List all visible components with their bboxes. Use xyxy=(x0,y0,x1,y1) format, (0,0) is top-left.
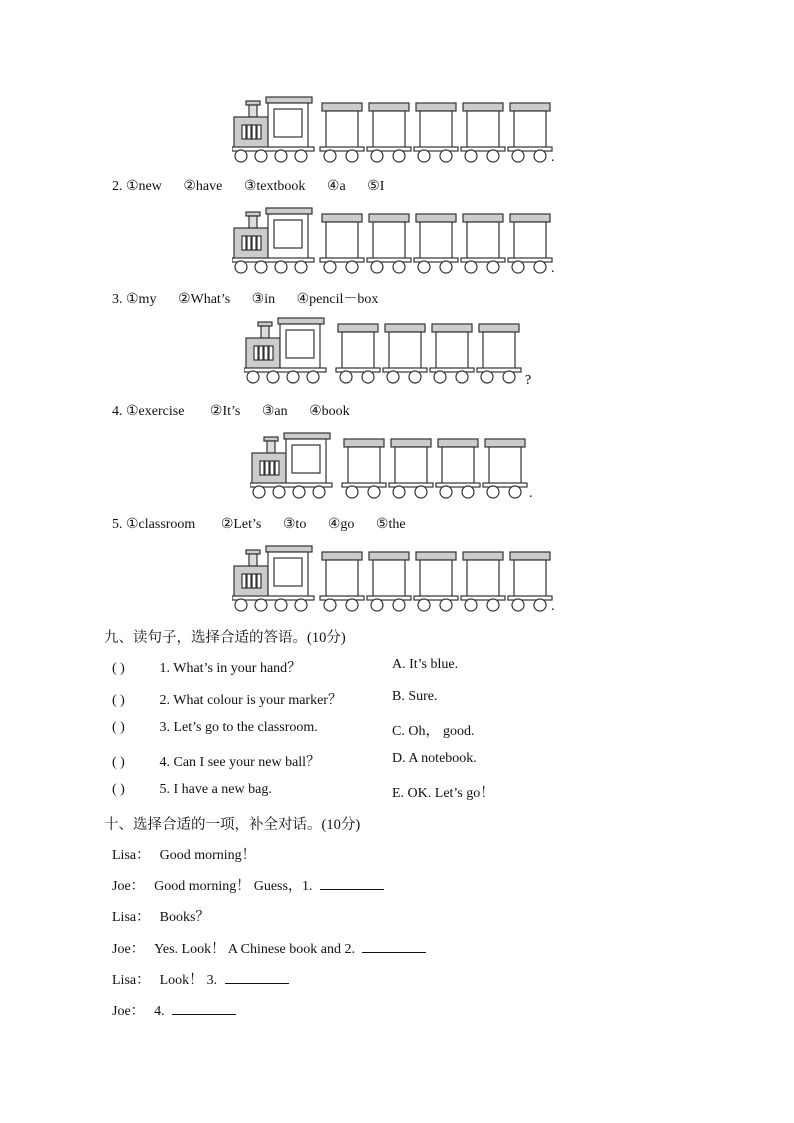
dialogue-line xyxy=(112,938,426,958)
speaker: Joe： xyxy=(112,879,145,894)
answer-paren[interactable]: ( ) xyxy=(112,755,125,770)
word-choice: ①my xyxy=(126,292,157,307)
word-choice: ②What’s xyxy=(177,292,231,307)
question-text: 5. I have a new bag. xyxy=(159,782,272,797)
answer-option: D. A notebook. xyxy=(392,751,477,766)
train-wheels xyxy=(235,150,546,162)
order-item-3 xyxy=(112,288,378,308)
word-choice: ②have xyxy=(183,179,223,194)
train-end-mark: ? xyxy=(525,373,532,388)
question-text: 1. What’s in your hand？ xyxy=(159,661,302,676)
question-text: 3. Let’s go to the classroom. xyxy=(159,720,318,735)
word-choice: ④book xyxy=(309,404,350,419)
dialogue-line xyxy=(112,875,384,895)
word-choice: ④a xyxy=(326,179,346,194)
question-text: 2. What colour is your marker？ xyxy=(159,693,342,708)
answer-paren[interactable]: ( ) xyxy=(112,661,125,676)
dialogue-line xyxy=(112,1000,236,1020)
train-diagram xyxy=(244,316,544,388)
train-end-mark: . xyxy=(551,261,555,276)
word-choice: ⑤I xyxy=(367,179,385,194)
section9-title: 九、读句子，选择合适的答语。(10分) xyxy=(104,630,346,646)
question-row xyxy=(112,720,318,736)
speaker: Lisa： xyxy=(112,973,151,988)
item-number: 4. xyxy=(112,404,123,419)
train-diagram xyxy=(232,544,562,614)
item-number: 5. xyxy=(112,517,123,532)
answer-option: B. Sure. xyxy=(392,689,438,704)
speaker: Joe： xyxy=(112,942,145,957)
train-cars xyxy=(320,552,552,600)
train-diagram xyxy=(232,95,562,165)
answer-option: C. Oh， good. xyxy=(392,724,475,739)
train-end-mark: . xyxy=(529,486,533,501)
word-choice: ③in xyxy=(251,292,276,307)
train-wheels xyxy=(235,261,546,273)
word-choice: ⑤the xyxy=(375,517,406,532)
word-choice: ③an xyxy=(261,404,288,419)
question-row xyxy=(112,657,301,677)
train-cars xyxy=(320,103,552,151)
answer-blank[interactable] xyxy=(320,875,384,890)
question-row xyxy=(112,782,272,798)
dialogue-text: Good morning！ xyxy=(159,848,256,863)
word-choice: ②It’s xyxy=(209,404,241,419)
train-engine xyxy=(232,546,314,600)
answer-paren[interactable]: ( ) xyxy=(112,693,125,708)
train-cars xyxy=(336,324,521,372)
word-choice: ③textbook xyxy=(243,179,306,194)
train-cars xyxy=(342,439,527,487)
train-diagram xyxy=(232,206,562,276)
train-wheels xyxy=(247,371,515,383)
dialogue-line xyxy=(112,844,256,864)
train-wheels xyxy=(253,486,521,498)
speaker: Lisa： xyxy=(112,910,151,925)
answer-blank[interactable] xyxy=(362,938,426,953)
train-cars xyxy=(320,214,552,262)
train-engine xyxy=(232,97,314,151)
answer-option: A. It’s blue. xyxy=(392,657,459,672)
word-choice: ①exercise xyxy=(126,404,185,419)
train-end-mark: . xyxy=(551,599,555,614)
dialogue-text: Yes. Look！ A Chinese book and 2. xyxy=(154,942,355,957)
word-choice: ④pencil－box xyxy=(296,292,379,307)
word-choice: ④go xyxy=(327,517,355,532)
dialogue-text: Books？ xyxy=(159,910,210,925)
speaker: Joe： xyxy=(112,1004,145,1019)
train-wheels xyxy=(235,599,546,611)
train-engine xyxy=(232,208,314,262)
question-text: 4. Can I see your new ball？ xyxy=(159,755,321,770)
order-item-5 xyxy=(112,516,406,533)
answer-option: E. OK. Let’s go！ xyxy=(392,786,495,801)
word-choice: ①new xyxy=(126,179,162,194)
word-choice: ②Let’s xyxy=(220,517,262,532)
order-item-4 xyxy=(112,403,350,420)
word-choice: ①classroom xyxy=(126,517,196,532)
dialogue-text: Look！ 3. xyxy=(159,973,218,988)
order-item-2 xyxy=(112,178,384,195)
train-end-mark: . xyxy=(551,150,555,165)
section10-title: 十、选择合适的一项，补全对话。(10分) xyxy=(104,817,361,833)
item-number: 2. xyxy=(112,179,123,194)
dialogue-line xyxy=(112,969,289,989)
dialogue-text: Good morning！ Guess，1. xyxy=(154,879,313,894)
answer-paren[interactable]: ( ) xyxy=(112,782,125,797)
dialogue-line xyxy=(112,906,209,926)
train-diagram xyxy=(250,431,550,503)
word-choice: ③to xyxy=(282,517,307,532)
train-engine xyxy=(250,433,332,487)
train-engine xyxy=(244,318,326,372)
question-row xyxy=(112,751,320,771)
speaker: Lisa： xyxy=(112,848,151,863)
answer-blank[interactable] xyxy=(225,969,289,984)
question-row xyxy=(112,689,342,709)
answer-blank[interactable] xyxy=(172,1000,236,1015)
dialogue-text: 4. xyxy=(154,1004,165,1019)
item-number: 3. xyxy=(112,292,123,307)
answer-paren[interactable]: ( ) xyxy=(112,720,125,735)
